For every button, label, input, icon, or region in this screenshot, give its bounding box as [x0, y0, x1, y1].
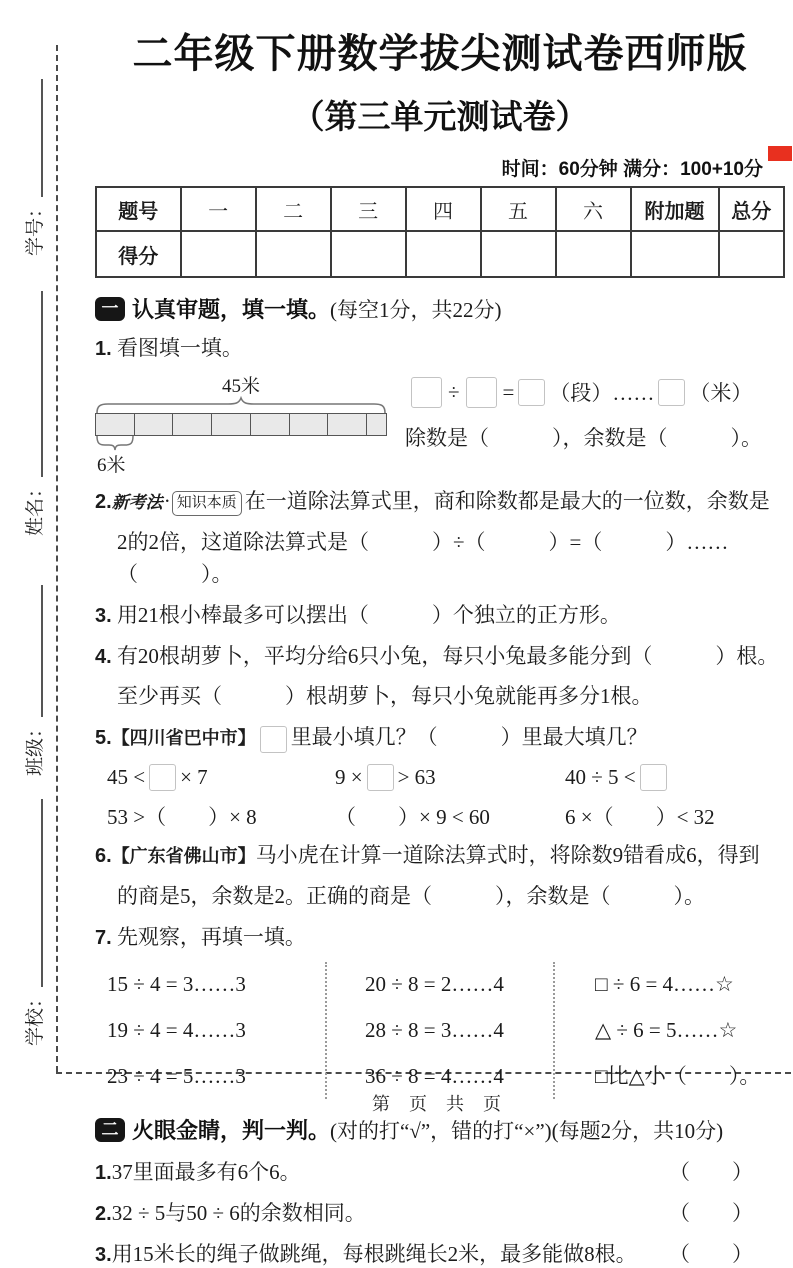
score-header-question: 题号 [96, 187, 181, 231]
question-3 [95, 600, 785, 632]
q7-column-3 [555, 962, 785, 1099]
question-1-equation-area [405, 369, 785, 477]
q7-equation: 36 ÷ 8 = 4……4 [365, 1063, 504, 1088]
judge-2-text: 32 ÷ 5与50 ÷ 6的余数相同。 [111, 1201, 366, 1226]
section-2-badge: 二 [95, 1118, 125, 1142]
q5-expression: 53 >（ ）× 8 [107, 805, 257, 830]
judge-3-number: 3. [95, 1244, 112, 1267]
judge-1-number: 1. [95, 1162, 112, 1185]
question-3-text: 用21根小棒最多可以摆出（ ）个独立的正方形。 [116, 602, 621, 627]
section-1-note: (每空1分，共22分) [330, 297, 502, 322]
q5-expression [565, 764, 785, 791]
section-2-header [95, 1114, 785, 1145]
page-footer: 第 页 共 页 [371, 1094, 508, 1114]
score-cell-2 [256, 231, 331, 277]
judge-item-2 [95, 1197, 785, 1227]
score-table [95, 186, 785, 278]
question-5-region-tag: 【四川省巴中市】 [111, 728, 256, 749]
student-id-field[interactable] [20, 79, 47, 256]
q7-equation: △ ÷ 6 = 5……☆ [595, 1017, 738, 1042]
school-field[interactable] [20, 799, 47, 1046]
section-1-badge: 一 [95, 297, 125, 321]
bar-cell-partial [367, 414, 386, 435]
section-1-header [95, 293, 785, 324]
answer-box-remainder[interactable] [658, 379, 685, 406]
judge-item-3 [95, 1238, 785, 1268]
score-header-4: 四 [406, 187, 481, 231]
q7-equation: 19 ÷ 4 = 4……3 [107, 1017, 246, 1042]
question-7-number: 7. [95, 927, 112, 950]
question-1-line2: 除数是（ ），余数是（ ）。 [405, 425, 762, 450]
score-cell-total [719, 231, 784, 277]
question-1 [95, 333, 785, 365]
question-5 [95, 722, 785, 754]
segment-diagram [95, 369, 405, 477]
question-5-row2 [95, 801, 785, 831]
name-label: 姓名： [25, 478, 46, 536]
top-brace [95, 398, 387, 413]
name-blank-line[interactable] [41, 291, 43, 477]
judge-1-answer-blank[interactable]: （ ） [669, 1160, 753, 1185]
student-id-blank-line[interactable] [41, 79, 43, 197]
q5-expr-pre: 9 × [335, 765, 363, 790]
question-3-number: 3. [95, 604, 112, 627]
question-7-text: 先观察，再填一填。 [116, 925, 306, 950]
question-2-text1: 在一道除法算式里，商和除数都是最大的一位数，余数是 [244, 488, 770, 513]
q7-equation: □ ÷ 6 = 4……☆ [595, 971, 734, 996]
judge-3-answer-blank[interactable]: （ ） [669, 1242, 753, 1267]
score-header-total: 总分 [719, 187, 784, 231]
q7-equation: 23 ÷ 4 = 5……3 [107, 1063, 246, 1088]
answer-box[interactable] [367, 764, 394, 791]
answer-box-dividend[interactable] [411, 377, 442, 408]
question-6-region-tag: 【广东省佛山市】 [111, 846, 256, 867]
question-5-intro: 里最小填几？（ ）里最大填几？ [290, 725, 648, 750]
section-1-title: 认真审题，填一填。 [132, 297, 331, 322]
meter-unit-suffix: （米） [689, 381, 753, 406]
badge-dot: · [163, 488, 171, 513]
equals-sign: = [502, 379, 515, 404]
bar-cell [290, 414, 329, 435]
bar-cell [251, 414, 290, 435]
question-6 [95, 840, 785, 872]
q5-expression [335, 764, 565, 791]
q5-expression: 6 ×（ ）< 32 [565, 805, 715, 830]
score-header-3: 三 [331, 187, 406, 231]
segment-unit-suffix: （段）…… [549, 381, 655, 406]
q7-equation: □比△小（ ）。 [595, 1063, 761, 1088]
q5-expr-pre: 45 < [107, 765, 146, 790]
score-cell-1 [181, 231, 256, 277]
q5-expression [107, 764, 335, 791]
class-field[interactable] [20, 585, 47, 776]
score-header-5: 五 [481, 187, 556, 231]
score-header-2: 二 [256, 187, 331, 231]
answer-box[interactable] [640, 764, 667, 791]
judge-3-text: 用15米长的绳子做跳绳，每根跳绳长2米，最多能做8根。 [111, 1242, 637, 1267]
new-method-badge: 新考法 [111, 492, 163, 512]
segmented-bar [95, 413, 387, 436]
score-header-6: 六 [556, 187, 631, 231]
question-5-row1 [95, 764, 785, 791]
class-blank-line[interactable] [41, 585, 43, 717]
bar-cell [135, 414, 174, 435]
diagram-total-label: 45米 [221, 375, 260, 397]
question-5-intro-box[interactable] [260, 726, 287, 753]
fill-equation-row [405, 377, 785, 408]
paper-title: 二年级下册数学拔尖测试卷西师版 [132, 32, 748, 76]
question-1-text: 看图填一填。 [116, 336, 243, 360]
question-4 [95, 641, 785, 673]
score-header-1: 一 [181, 187, 256, 231]
time-score-info: 时间：60分钟 满分：100+10分 [501, 159, 763, 180]
bar-cell [173, 414, 212, 435]
question-2 [95, 486, 785, 518]
question-7-pattern-table [95, 962, 785, 1099]
q5-expression: （ ）× 9 < 60 [335, 805, 490, 830]
question-6-text1: 马小虎在计算一道除法算式时，将除数9错看成6，得到 [255, 843, 760, 868]
q7-equation: 20 ÷ 8 = 2……4 [365, 971, 504, 996]
q5-expr-post: > 63 [397, 765, 436, 790]
class-label: 班级： [25, 718, 46, 776]
q7-column-2 [327, 962, 555, 1099]
question-2-number: 2. [95, 490, 112, 513]
q7-equation: 28 ÷ 8 = 3……4 [365, 1017, 504, 1042]
bar-cell [328, 414, 367, 435]
question-6-line2: 的商是5，余数是2。正确的商是（ ），余数是（ ）。 [117, 884, 705, 909]
q7-column-1 [95, 962, 327, 1099]
question-4-number: 4. [95, 645, 112, 668]
school-blank-line[interactable] [41, 799, 43, 987]
question-4-line2: 至少再买（ ）根胡萝卜，每只小兔就能再多分1根。 [117, 684, 653, 709]
question-5-number: 5. [95, 727, 112, 750]
score-cell-5 [481, 231, 556, 277]
question-2-line2: 2的2倍，这道除法算式是（ ）÷（ ）=（ ）……（ ）。 [117, 529, 729, 586]
question-1-body [95, 369, 785, 477]
bottom-brace [95, 436, 135, 450]
divide-sign: ÷ [448, 379, 460, 404]
student-id-label: 学号： [25, 198, 46, 256]
school-label: 学校： [25, 988, 46, 1046]
question-7 [95, 922, 785, 954]
answer-box[interactable] [149, 764, 176, 791]
bar-cell [212, 414, 251, 435]
score-cell-6 [556, 231, 631, 277]
judge-2-number: 2. [95, 1203, 112, 1226]
score-cell-bonus [631, 231, 719, 277]
name-field[interactable] [20, 291, 47, 536]
section-2-title: 火眼金睛，判一判。 [132, 1118, 331, 1144]
answer-box-divisor[interactable] [466, 377, 497, 408]
knowledge-essence-badge: 知识本质 [172, 491, 242, 516]
q5-expr-pre: 40 ÷ 5 < [565, 765, 636, 790]
answer-box-quotient[interactable] [518, 379, 545, 406]
question-1-number: 1. [95, 338, 112, 360]
question-6-number: 6. [95, 845, 112, 868]
question-4-text1: 有20根胡萝卜，平均分给6只小兔，每只小兔最多能分到（ ）根。 [116, 643, 779, 668]
section-2-note: (对的打“√”，错的打“×”)(每题2分，共10分) [330, 1118, 724, 1143]
judge-1-text: 37里面最多有6个6。 [111, 1160, 301, 1185]
judge-2-answer-blank[interactable]: （ ） [669, 1201, 753, 1226]
score-cell-4 [406, 231, 481, 277]
judge-item-1 [95, 1156, 785, 1186]
diagram-unit-label: 6米 [97, 454, 126, 476]
q5-expr-post: × 7 [180, 765, 208, 790]
score-header-bonus: 附加题 [631, 187, 719, 231]
bar-cell [96, 414, 135, 435]
paper-subtitle: （第三单元测试卷） [291, 98, 589, 135]
left-dashed-rule [56, 45, 58, 1072]
score-row-label: 得分 [96, 231, 181, 277]
score-cell-3 [331, 231, 406, 277]
q7-equation: 15 ÷ 4 = 3……3 [107, 971, 246, 996]
